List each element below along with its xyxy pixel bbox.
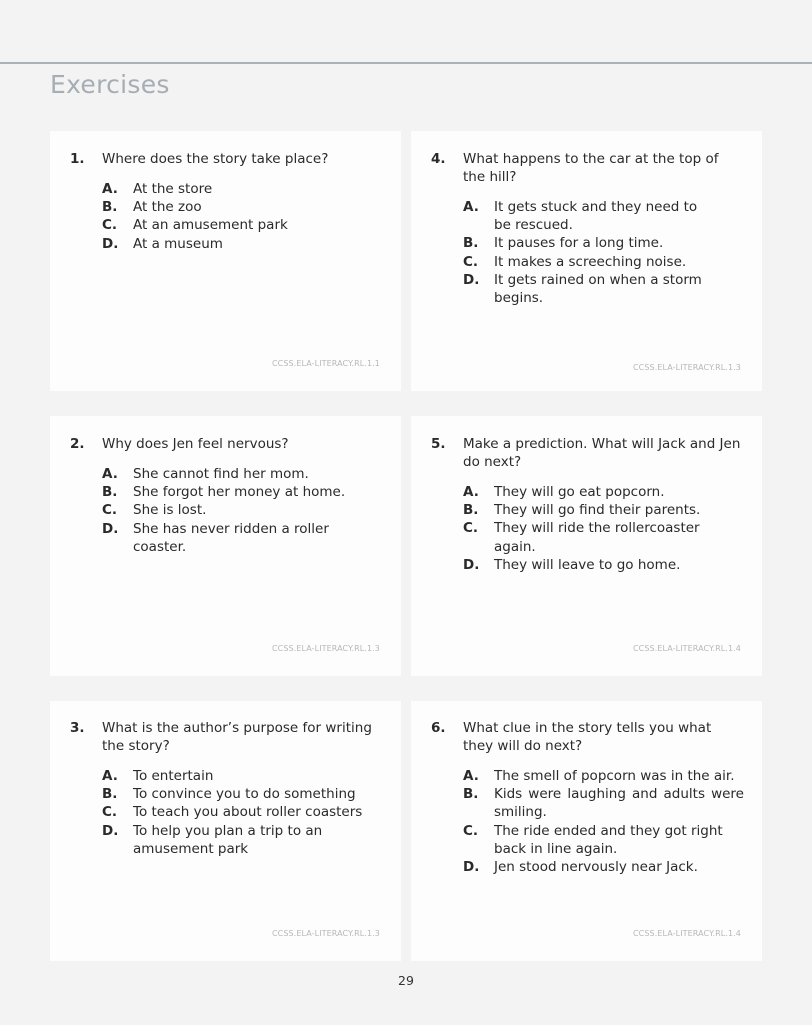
standard-code: CCSS.ELA-LITERACY.RL.1.3 — [271, 644, 380, 653]
option-d[interactable] — [463, 271, 744, 307]
option-letter: A. — [463, 484, 479, 500]
page-title: Exercises — [50, 70, 170, 99]
option-text: At the zoo — [133, 199, 202, 216]
option-letter: C. — [102, 217, 118, 234]
option-letter: C. — [102, 502, 118, 519]
option-letter: B. — [463, 502, 479, 519]
option-b[interactable] — [463, 234, 744, 252]
option-text: It makes a screeching noise. — [494, 253, 687, 270]
option-a[interactable] — [463, 483, 744, 501]
option-text: They will leave to go home. — [494, 556, 681, 573]
option-text: She forgot her money at home. — [133, 484, 346, 501]
header-rule — [0, 62, 812, 64]
question-card-2 — [50, 416, 401, 676]
option-b[interactable] — [102, 785, 383, 803]
options-list — [102, 180, 328, 253]
option-c[interactable] — [102, 501, 383, 519]
option-letter: B. — [102, 199, 118, 216]
option-d[interactable] — [463, 556, 744, 574]
option-text: She has never ridden a roller coaster. — [133, 520, 329, 555]
option-text: To teach you about roller coasters — [133, 804, 363, 821]
option-letter: D. — [102, 235, 119, 252]
option-letter: D. — [463, 859, 480, 876]
option-d[interactable] — [463, 858, 744, 876]
option-c[interactable] — [463, 822, 744, 858]
question-number: 1. — [70, 151, 85, 167]
option-d[interactable] — [102, 520, 383, 556]
question-text: Make a prediction. What will Jack and Jen do next? — [463, 436, 741, 470]
option-letter: B. — [102, 484, 118, 501]
option-b[interactable] — [463, 785, 744, 821]
option-letter: A. — [102, 181, 118, 197]
option-letter: D. — [463, 556, 480, 573]
option-text: At a museum — [133, 235, 223, 252]
standard-code: CCSS.ELA-LITERACY.RL.1.4 — [632, 644, 741, 653]
option-letter: C. — [463, 822, 479, 839]
question-number: 2. — [70, 436, 85, 452]
options-list — [463, 198, 744, 307]
option-letter: A. — [463, 768, 479, 784]
option-a[interactable] — [463, 767, 744, 785]
option-text: To convince you to do something — [133, 786, 356, 803]
option-letter: A. — [102, 768, 118, 784]
option-text: She cannot find her mom. — [133, 466, 309, 482]
option-letter: B. — [463, 786, 479, 803]
question-text: Where does the story take place? — [102, 151, 329, 167]
option-a[interactable] — [102, 767, 383, 785]
option-letter: C. — [463, 253, 479, 270]
option-letter: C. — [463, 520, 479, 537]
option-text: At the store — [133, 181, 213, 197]
question-card-6 — [411, 701, 762, 961]
option-text: It gets stuck and they need to be rescued. — [494, 199, 698, 234]
option-text: Jen stood nervously near Jack. — [494, 859, 698, 876]
question-card-3 — [50, 701, 401, 961]
option-c[interactable] — [102, 216, 328, 234]
option-letter: B. — [463, 235, 479, 252]
question-number: 3. — [70, 720, 85, 736]
option-b[interactable] — [102, 198, 328, 216]
option-letter: B. — [102, 786, 118, 803]
option-text: Kids were laughing and adults were smiling. — [494, 786, 744, 821]
option-text: To help you plan a trip to an amusement park — [133, 822, 323, 857]
question-text: What happens to the car at the top of the hill? — [463, 151, 719, 185]
standard-code: CCSS.ELA-LITERACY.RL.1.4 — [632, 929, 741, 938]
option-a[interactable] — [102, 180, 328, 198]
option-text: To entertain — [133, 768, 214, 784]
option-text: She is lost. — [133, 502, 207, 519]
question-card-1 — [50, 131, 401, 391]
option-letter: A. — [102, 466, 118, 482]
question-number: 4. — [431, 151, 446, 167]
option-letter: D. — [102, 822, 119, 839]
standard-code: CCSS.ELA-LITERACY.RL.1.3 — [271, 929, 380, 938]
question-card-4 — [411, 131, 762, 391]
option-text: The smell of popcorn was in the air. — [494, 768, 735, 784]
option-text: It pauses for a long time. — [494, 235, 664, 252]
options-list — [102, 767, 383, 858]
question-text: What is the author’s purpose for writing the story? — [102, 720, 372, 754]
question-text: Why does Jen feel nervous? — [102, 436, 289, 452]
option-letter: A. — [463, 199, 479, 215]
option-text: They will go find their parents. — [494, 502, 701, 519]
option-letter: D. — [102, 520, 119, 537]
option-d[interactable] — [102, 235, 328, 253]
standard-code: CCSS.ELA-LITERACY.RL.1.3 — [632, 363, 741, 372]
question-card-5 — [411, 416, 762, 676]
question-number: 6. — [431, 720, 446, 736]
option-letter: D. — [463, 271, 480, 288]
question-number: 5. — [431, 436, 446, 452]
option-c[interactable] — [102, 803, 383, 821]
question-text: What clue in the story tells you what they will do next? — [463, 720, 712, 754]
option-letter: C. — [102, 804, 118, 821]
page-number: 29 — [398, 973, 414, 988]
options-list — [102, 465, 383, 556]
standard-code: CCSS.ELA-LITERACY.RL.1.1 — [271, 359, 380, 368]
option-b[interactable] — [463, 501, 744, 519]
option-text: At an amusement park — [133, 217, 288, 234]
option-text: They will go eat popcorn. — [494, 484, 665, 500]
option-d[interactable] — [102, 822, 383, 858]
option-b[interactable] — [102, 483, 383, 501]
options-list — [463, 767, 744, 876]
option-a[interactable] — [463, 198, 744, 234]
option-text: They will ride the rollercoaster again. — [494, 520, 700, 555]
options-list — [463, 483, 744, 574]
option-a[interactable] — [102, 465, 383, 483]
option-c[interactable] — [463, 519, 744, 555]
option-c[interactable] — [463, 253, 744, 271]
option-text: The ride ended and they got right back in line again. — [494, 822, 723, 857]
option-text: It gets rained on when a storm begins. — [494, 271, 702, 307]
